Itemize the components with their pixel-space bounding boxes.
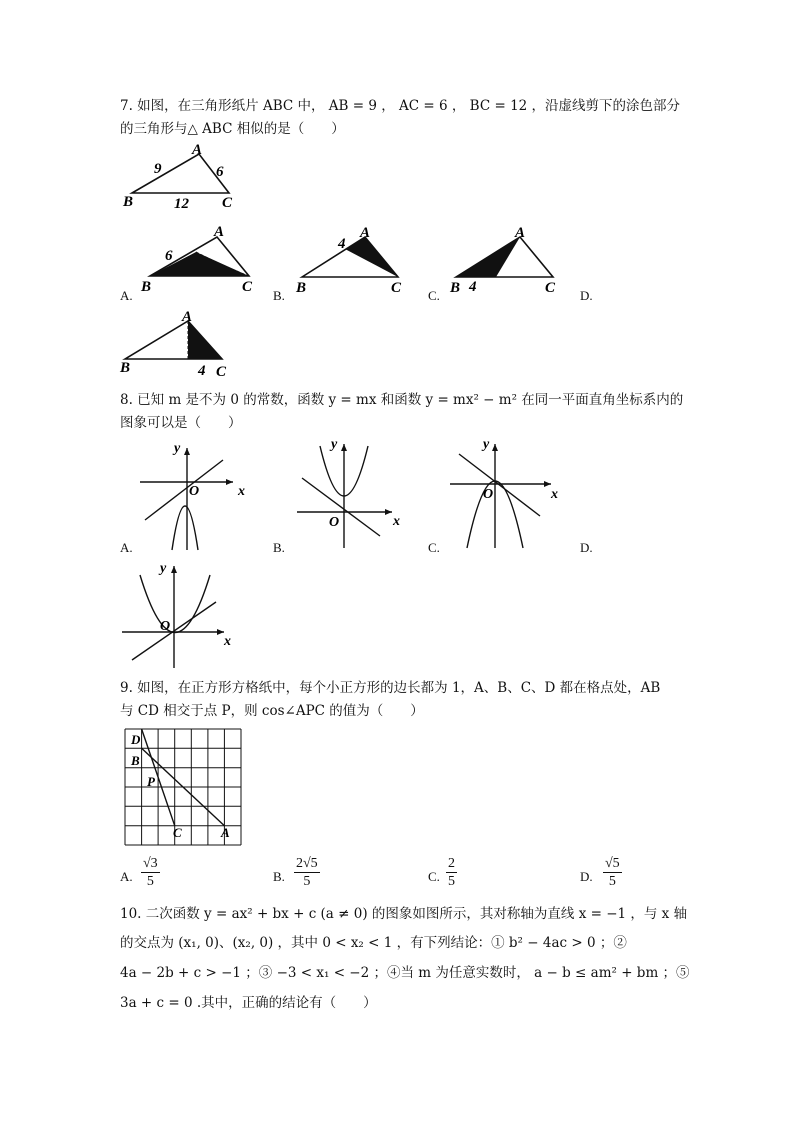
q7-d-label-b: B bbox=[120, 360, 131, 376]
q9-option-c-label[interactable]: C. bbox=[428, 869, 440, 884]
q7-c-label-c: C bbox=[545, 280, 556, 296]
q9-text-line1: 9. 如图，在正方形方格纸中，每个小正方形的边长都为 1，A、B、C、D 都在格点处，AB bbox=[120, 680, 661, 696]
q8-d-origin-label: O bbox=[160, 619, 171, 634]
q7-c-label-a: A bbox=[515, 225, 526, 241]
q10-text-line2: 的交点为 (x₁, 0)、(x₂, 0) ，其中 0 < x₂ < 1 ，有下列结论：① b² − 4ac > 0 ；② bbox=[120, 935, 627, 951]
q7-d-label-a: A bbox=[182, 309, 193, 325]
q7-d-label-c: C bbox=[216, 364, 227, 380]
q9-option-c-value[interactable] bbox=[446, 855, 457, 891]
q9-option-b-label[interactable]: B. bbox=[273, 869, 285, 884]
q10-text-line4: 3a + c = 0 .其中，正确的结论有（ ） bbox=[120, 995, 377, 1011]
q9-b-denominator: 5 bbox=[303, 874, 311, 889]
q7-option-a-figure[interactable] bbox=[138, 222, 263, 297]
q7-option-b-figure[interactable] bbox=[294, 222, 409, 297]
q7-b-len: 4 bbox=[338, 236, 346, 252]
q8-text-line1: 8. 已知 m 是不为 0 的常数，函数 y = mx 和函数 y = mx² − m² 在同一平面直角坐标系内的 bbox=[120, 392, 684, 408]
q8-a-y-label: y bbox=[174, 441, 181, 456]
q8-option-a-label[interactable]: A. bbox=[120, 540, 133, 555]
q7-d-len: 4 bbox=[198, 363, 206, 379]
q7-option-c-figure[interactable] bbox=[448, 222, 563, 297]
q7-text-line2: 的三角形与△ ABC 相似的是（ ） bbox=[120, 121, 345, 137]
q8-d-y-label: y bbox=[160, 561, 167, 576]
q7-option-a-label[interactable]: A. bbox=[120, 288, 133, 303]
q9-label-b: B bbox=[131, 753, 140, 768]
q8-d-x-label: x bbox=[224, 634, 231, 649]
q9-label-a: A bbox=[221, 825, 230, 840]
q8-c-y-label: y bbox=[483, 437, 490, 452]
q8-option-c-label[interactable]: C. bbox=[428, 540, 440, 555]
q7-a-label-c: C bbox=[242, 279, 253, 295]
q7-main-label-b: B bbox=[123, 194, 134, 210]
q8-b-x-label: x bbox=[393, 514, 400, 529]
q8-option-d-graph[interactable] bbox=[120, 560, 240, 670]
q9-a-denominator: 5 bbox=[146, 874, 154, 889]
q7-option-b-label[interactable]: B. bbox=[273, 288, 285, 303]
q9-grid-figure bbox=[125, 729, 245, 847]
q7-option-c-label[interactable]: C. bbox=[428, 288, 440, 303]
q8-option-a-graph[interactable] bbox=[135, 440, 255, 555]
q7-a-label-b: B bbox=[141, 279, 152, 295]
q7-main-label-a: A bbox=[192, 142, 203, 158]
q9-option-d-value[interactable] bbox=[603, 855, 622, 891]
q8-option-b-label[interactable]: B. bbox=[273, 540, 285, 555]
q8-c-x-label: x bbox=[551, 487, 558, 502]
q8-c-origin-label: O bbox=[483, 487, 494, 502]
q9-option-b-value[interactable] bbox=[294, 855, 320, 891]
q9-option-a-value[interactable] bbox=[141, 855, 160, 891]
q8-a-origin-label: O bbox=[189, 484, 200, 499]
q9-d-numerator: √5 bbox=[605, 856, 620, 871]
q7-c-len: 4 bbox=[469, 279, 477, 295]
q9-d-denominator: 5 bbox=[608, 874, 616, 889]
q7-main-label-c: C bbox=[222, 195, 233, 211]
q8-b-y-label: y bbox=[331, 437, 338, 452]
q8-option-d-label[interactable]: D. bbox=[580, 540, 593, 555]
q8-a-x-label: x bbox=[238, 484, 245, 499]
q9-a-numerator: √3 bbox=[143, 856, 158, 871]
q7-a-len: 6 bbox=[165, 248, 173, 264]
q7-option-d-figure[interactable] bbox=[120, 308, 240, 380]
q7-a-label-a: A bbox=[214, 224, 225, 240]
q9-label-c: C bbox=[173, 825, 182, 840]
q8-b-origin-label: O bbox=[329, 515, 340, 530]
q9-option-d-label[interactable]: D. bbox=[580, 869, 593, 884]
q7-c-label-b: B bbox=[450, 280, 461, 296]
q9-option-a-label[interactable]: A. bbox=[120, 869, 133, 884]
q7-option-d-label[interactable]: D. bbox=[580, 288, 593, 303]
q7-main-len-bc: 12 bbox=[174, 196, 189, 212]
q9-c-numerator: 2 bbox=[448, 856, 455, 871]
q10-text-line1: 10. 二次函数 y = ax² + bx + c (a ≠ 0) 的图象如图所示，其对称轴为直线 x = −1 ，与 x 轴 bbox=[120, 906, 688, 922]
q9-label-d: D bbox=[131, 732, 141, 747]
q7-b-label-c: C bbox=[391, 280, 402, 296]
q8-option-b-graph[interactable] bbox=[292, 436, 412, 554]
q8-text-line2: 图象可以是（ ） bbox=[120, 415, 242, 431]
q9-label-p: P bbox=[147, 774, 155, 789]
q9-text-line2: 与 CD 相交于点 P，则 cos∠APC 的值为（ ） bbox=[120, 703, 424, 719]
q7-main-len-ab: 9 bbox=[154, 161, 162, 177]
q7-main-len-ac: 6 bbox=[216, 164, 224, 180]
q7-text-line1: 7. 如图，在三角形纸片 ABC 中， AB = 9 ， AC = 6 ， BC = 12 ，沿虚线剪下的涂色部分 bbox=[120, 98, 681, 114]
q9-b-numerator: 2√5 bbox=[296, 856, 318, 871]
q8-option-c-graph[interactable] bbox=[445, 436, 567, 554]
q7-b-label-a: A bbox=[360, 225, 371, 241]
q7-b-label-b: B bbox=[296, 280, 307, 296]
q7-main-triangle bbox=[120, 140, 240, 212]
q10-text-line3: 4a − 2b + c > −1 ；③ −3 < x₁ < −2 ；④当 m 为任意实数时， a − b ≤ am² + bm ；⑤ bbox=[120, 965, 690, 981]
q9-c-denominator: 5 bbox=[448, 874, 455, 889]
